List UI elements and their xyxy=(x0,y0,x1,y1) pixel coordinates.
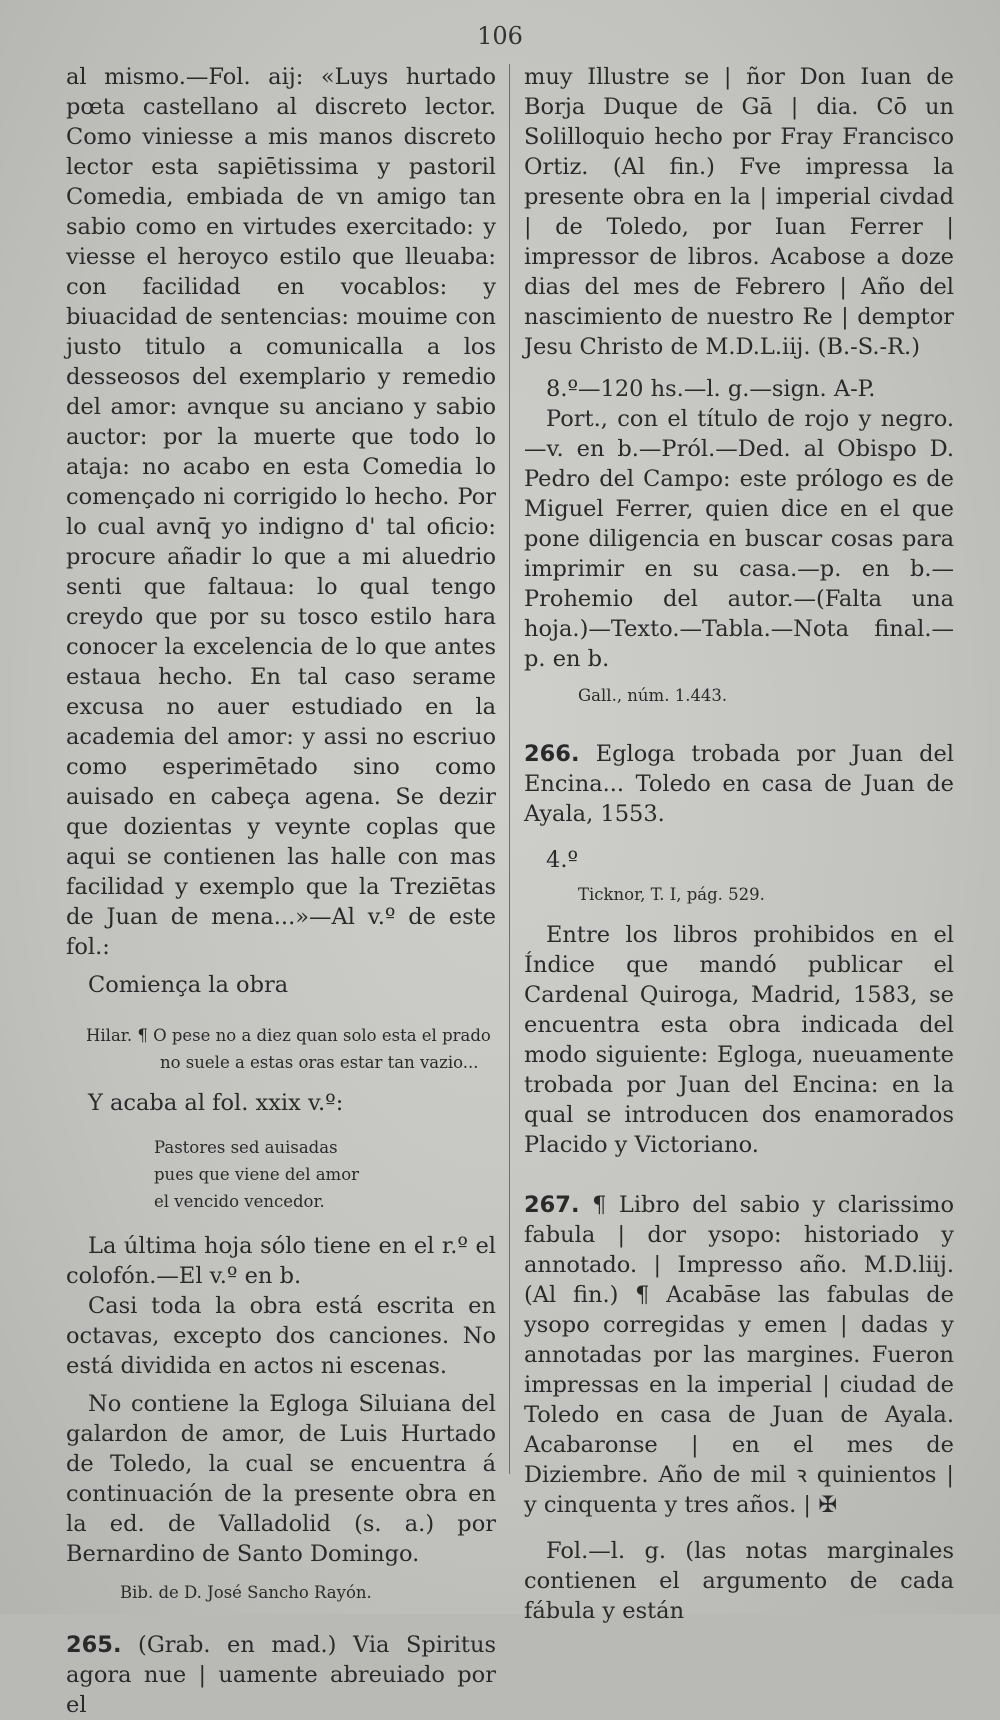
verse-line: el vencido vencedor. xyxy=(154,1192,325,1211)
incipit-label: Comiença la obra xyxy=(88,972,289,998)
page-number: 106 xyxy=(477,22,523,50)
entry-text: (Grab. en mad.) Via Spiritus agora nue | uamente abreuiado por el xyxy=(66,1632,497,1718)
right-column xyxy=(524,62,954,1626)
explicit-verse xyxy=(66,1134,496,1215)
entry-264-description: al mismo.—Fol. aij: «Luys hurtado pœta castellano al discreto lector. Como viniesse a mis manos discreto lector esta sapiētissima y pastoril Comedia, embiada de vn amigo tan sabio como en virtudes exercitado: y viesse el heroyco estilo que lleuaba: con facilidad en vocablos: y biuacidad de sentencias: mouime con justo titulo a comunicalla a los desseosos del exemplario y remedio del amor: avnque su anciano y sabio auctor: por la muerte que todo lo ataja: no acabo en esta Comedia lo començado ni corrigido lo hecho. Por lo cual avnq̄ yo indigno d' tal oficio: procure añadir lo que a mi aluedrio senti que faltaua: lo qual tengo creydo que por su tosco estilo hara conocer la excelencia de lo que antes estaua hecho. En tal caso serame excusa no auer estudiado en la academia del amor: y assi no escriuo como esperimētado sino como auisado en cabeça agena. Se dezir que dozientas y veynte coplas que aqui se contienen las halle con mas facilidad y exemplo que la Treziētas de Juan de mena...»—Al v.º de este fol.: xyxy=(66,64,496,960)
verse-line: Hilar. ¶ O pese no a diez quan solo esta el prado xyxy=(86,1026,491,1045)
structure-note: Casi toda la obra está escrita en octavas, excepto dos canciones. No está dividida en actos ni escenas. xyxy=(66,1293,496,1379)
verse-line: no suele a estas oras estar tan vazio... xyxy=(160,1053,479,1072)
source-reference: Ticknor, T. I, pág. 529. xyxy=(578,885,765,904)
explicit-label: Y acaba al fol. xxix v.º: xyxy=(88,1090,344,1116)
source-reference: Gall., núm. 1.443. xyxy=(578,686,728,705)
entry-number: 267. xyxy=(524,1192,580,1218)
verse-line: pues que viene del amor xyxy=(154,1165,360,1184)
cross-icon: ✠ xyxy=(818,1492,838,1518)
format-line: 4.º xyxy=(546,847,579,873)
incipit-verse xyxy=(66,1022,496,1076)
entry-number: 265. xyxy=(66,1632,122,1658)
entry-265-continuation: muy Illustre se | ñor Don Iuan de Borja Duque de Gā | dia. Cō un Solilloquio hecho por Fray Francisco Ortiz. (Al fin.) Fve impressa la presente obra en la | imperial civdad | de Toledo, por Iuan Ferrer | impressor de libros. Acabose a doze dias del mes de Febrero | Año del nascimiento de nuestro Re | demptor Jesu Christo de M.D.L.iij. (B.-S.-R.) xyxy=(524,64,954,360)
entry-text: ¶ Libro del sabio y clarissimo fabula | dor ysopo: historiado y annotado. | Impresso año. M.D.liij. (Al fin.) ¶ Acabāse las fabulas de ysopo corregidas y emen | dadas y annotadas por las margines. Fueron impressas en la imperial | ciudad de Toledo en casa de Juan de Ayala. Acabaronse | en el mes de Diziembre. Año de mil ꝛ quinientos | y cinquenta y tres años. | xyxy=(524,1192,954,1518)
column-divider xyxy=(509,64,510,1474)
format-line: 8.º—120 hs.—l. g.—sign. A-P. xyxy=(546,376,876,402)
physical-description: Port., con el título de rojo y negro.—v. en b.—Pról.—Ded. al Obispo D. Pedro del Campo: este prólogo es de Miguel Ferrer, quien dice en el que pone diligencia en buscar cosas para imprimir en su casa.—p. en b.—Prohemio del autor.—(Falta una hoja.)—Texto.—Tabla.—Nota final.—p. en b. xyxy=(524,406,954,672)
content-note: No contiene la Egloga Siluiana del galardon de amor, de Luis Hurtado de Toledo, la cual se encuentra á continuación de la presente obra en la ed. de Valladolid (s. a.) por Bernardino de Santo Domingo. xyxy=(66,1391,496,1567)
entry-number: 266. xyxy=(524,741,580,767)
entry-267 xyxy=(524,1190,954,1520)
physical-description: Fol.—l. g. (las notas marginales contienen el argumento de cada fábula y están xyxy=(524,1538,954,1624)
source-reference: Bib. de D. José Sancho Rayón. xyxy=(120,1583,372,1602)
entry-266 xyxy=(524,739,954,829)
entry-text: Egloga trobada por Juan del Encina... Toledo en casa de Juan de Ayala, 1553. xyxy=(524,741,954,827)
entry-265 xyxy=(66,1630,496,1720)
colophon-note: La última hoja sólo tiene en el r.º el colofón.—El v.º en b. xyxy=(66,1233,496,1289)
index-note: Entre los libros prohibidos en el Índice que mandó publicar el Cardenal Quiroga, Madrid, 1583, se encuentra esta obra indicada del modo siguiente: Egloga, nueuamente trobada por Juan del Encina: en la qual se introducen dos enamorados Placido y Victoriano. xyxy=(524,922,954,1158)
verse-line: Pastores sed auisadas xyxy=(154,1138,338,1157)
left-column xyxy=(66,62,496,1720)
